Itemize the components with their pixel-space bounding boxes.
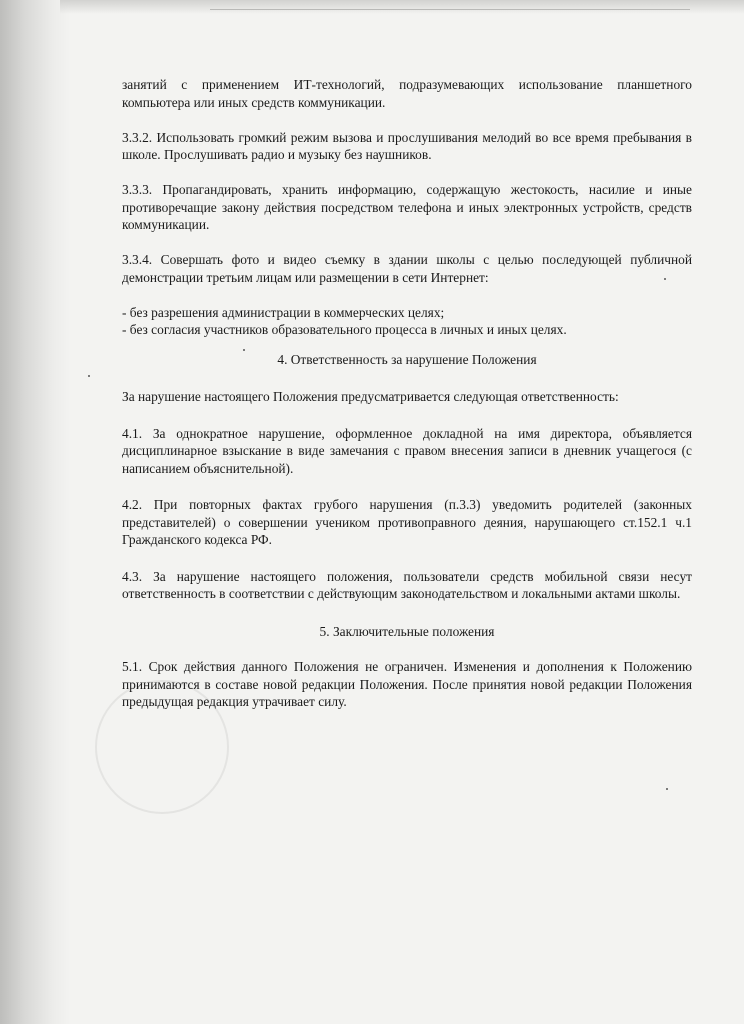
section-4-heading: 4. Ответственность за нарушение Положения [277,351,537,367]
scan-top-line [210,9,690,10]
list-item: - без согласия участников образовательного процесса в личных и иных целях. [122,322,567,337]
scan-edge-shadow [0,0,70,1024]
paragraph-4-1: 4.1. За однократное нарушение, оформленное докладной на имя директора, объявляется дисциплинарное взыскание в виде замечания с правом внесения записи в дневник учащегося (с написанием объяснительной). [122,425,692,476]
section-5-heading: 5. Заключительные положения [319,623,495,639]
list-item: - без разрешения администрации в коммерческих целях; [122,304,445,320]
scan-top-shadow [60,0,744,14]
paragraph-4-3: 4.3. За нарушение настоящего положения, пользователи средств мобильной связи несут ответственность в соответствии с действующим законодательством и локальными актами школы. [122,568,692,601]
paragraph-4-2: 4.2. При повторных фактах грубого нарушения (п.3.3) уведомить родителей (законных представителей) о совершении учеником противоправного деяния, нарушающего ст.152.1 ч.1 Гражданского кодекса РФ. [122,497,692,547]
scan-speck [88,375,90,377]
section-4-intro: За нарушение настоящего Положения предусматривается следующая ответственность: [122,389,619,404]
paragraph-3-3-4: 3.3.4. Совершать фото и видео съемку в здании школы с целью последующей публичной демонстрации третьим лицам или размещении в сети Интернет: [122,252,692,285]
paragraph-3-3-2: 3.3.2. Использовать громкий режим вызова и прослушивания мелодий во все время пребывания в школе. Прослушивать радио и музыку без наушников. [122,129,692,162]
paragraph-intro: занятий с применением ИТ-технологий, подразумевающих использование планшетного компьютера или иных средств коммуникации. [122,77,692,110]
paragraph-3-3-3: 3.3.3. Пропагандировать, хранить информацию, содержащую жестокость, насилие и иные противоречащие закону действия посредством телефона и иных электронных устройств, средств коммуникации. [122,182,692,232]
scan-speck [666,788,668,790]
paragraph-5-1: 5.1. Срок действия данного Положения не ограничен. Изменения и дополнения к Положению принимаются в составе новой редакции Положения. После принятия новой редакции Положения предыдущая редакция утрачивает силу. [122,659,692,709]
document-page [122,76,692,711]
